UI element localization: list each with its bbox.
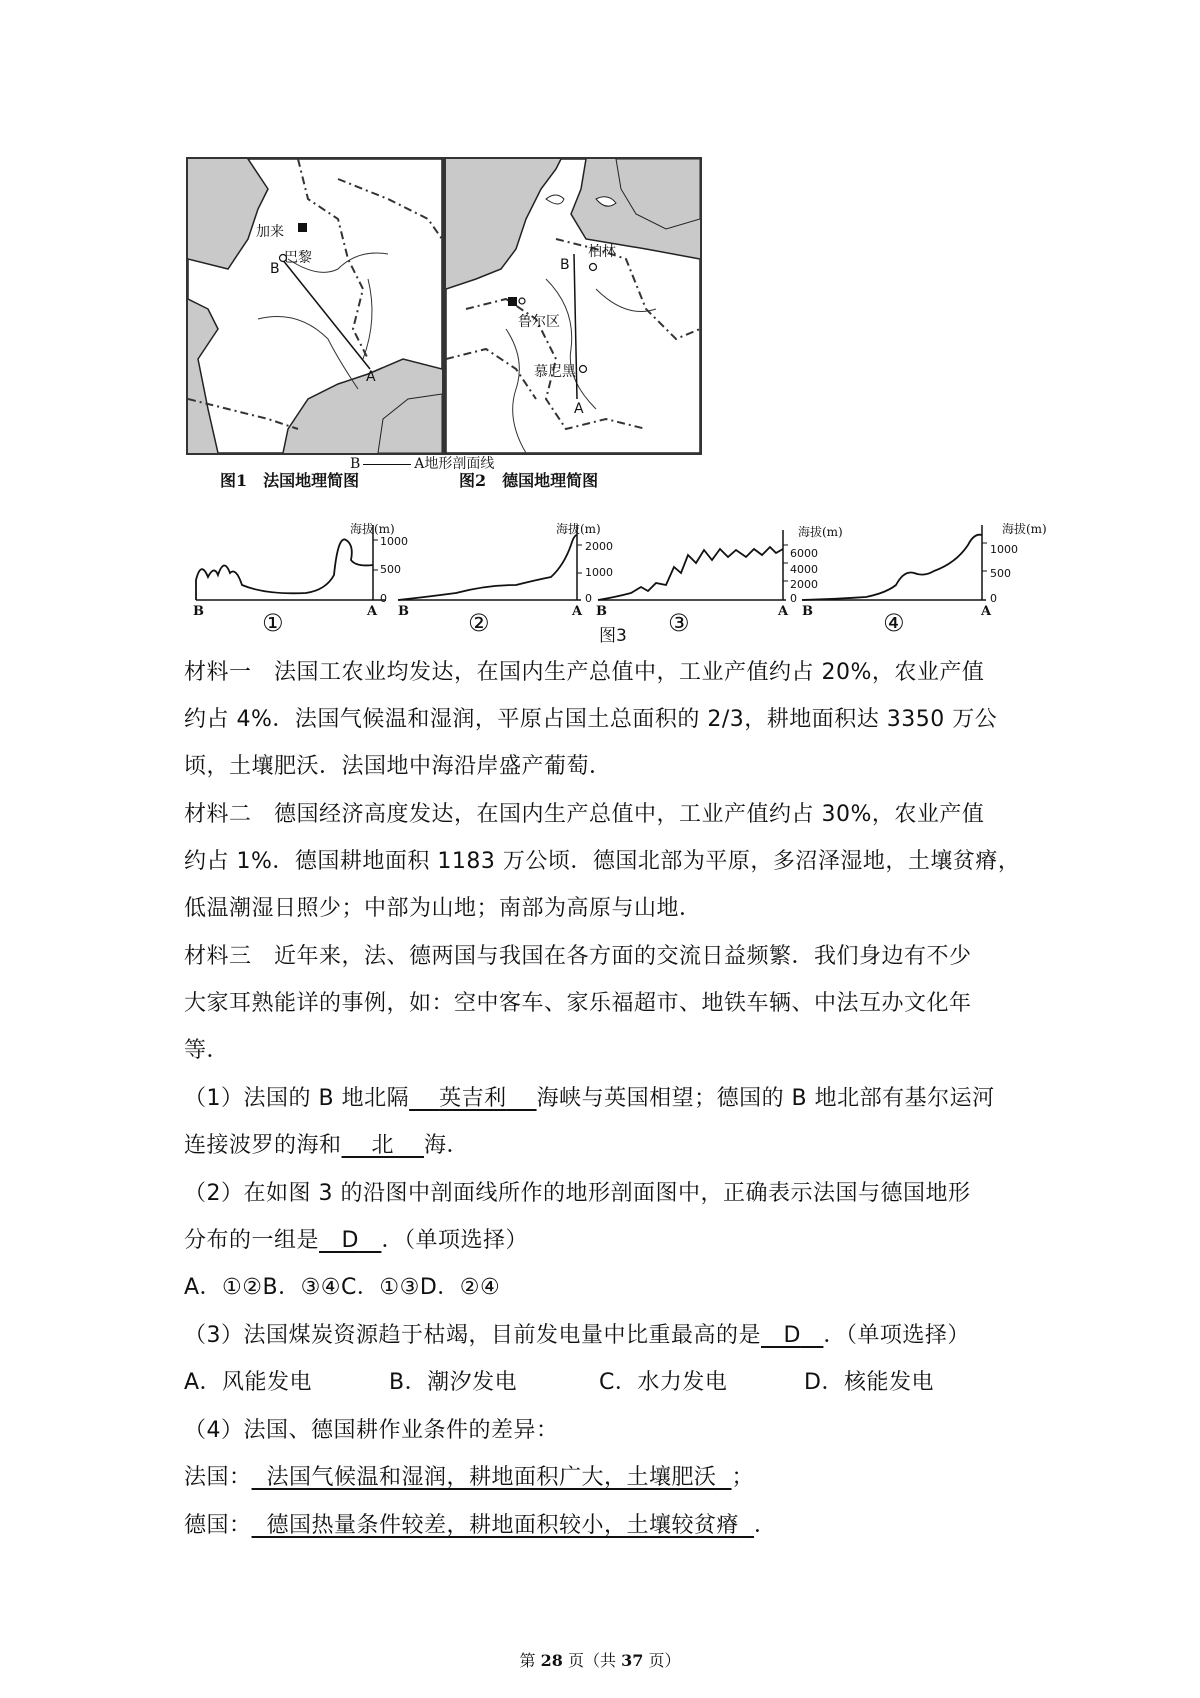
profile-2-number: ② (468, 609, 490, 637)
profile-1-tick-3: 0 (380, 592, 387, 605)
france-a-label: A (366, 369, 376, 385)
profile-4-tick-3: 0 (990, 592, 997, 605)
question-4-germany-answer: 德国热量条件较差，耕地面积较小，土壤较贫瘠 (266, 1513, 740, 1538)
profile-2-tick-1: 2000 (585, 540, 613, 553)
material-2-line-3: 低温潮湿日照少；中部为山地；南部为高原与山地． (184, 896, 702, 921)
question-2-line-1: （2）在如图 3 的沿图中剖面线所作的地形剖面图中，正确表示法国与德国地形 (184, 1181, 971, 1206)
profile-3 (598, 530, 788, 600)
legend-a-text: A地形剖面线 (414, 456, 495, 472)
profile-2-b: B (398, 604, 409, 619)
footer-total-pages: 37 (621, 1651, 644, 1670)
question-2-answer: D (341, 1228, 359, 1253)
profile-2-tick-3: 0 (585, 592, 592, 605)
question-1-text-b: 海峡与英国相望；德国的 B 地北部有基尔运河 (536, 1086, 995, 1111)
question-2-text-b: ．（单项选择） (381, 1228, 528, 1253)
question-4-france-answer: 法国气候温和湿润，耕地面积广大，土壤肥沃 (266, 1465, 717, 1490)
question-2-text-a: 分布的一组是 (184, 1228, 320, 1253)
question-1-line-1 (184, 1084, 995, 1114)
footer-post: 页） (643, 1651, 681, 1670)
france-map-drawing (188, 159, 442, 453)
legend-b: B (350, 456, 361, 472)
question-3-line-1 (184, 1321, 970, 1351)
calais-label: 加来 (256, 224, 284, 240)
question-4-germany-end: ． (754, 1513, 777, 1538)
profile-3-unit: 海拔(m) (798, 525, 843, 539)
profile-1-a: A (367, 604, 378, 619)
profile-4-unit: 海拔(m) (1002, 522, 1047, 536)
profile-3-tick-3: 2000 (790, 578, 818, 591)
question-3-option-b: B．潮汐发电 (389, 1370, 518, 1395)
question-3-text-b: ．（单项选择） (823, 1323, 970, 1348)
material-3-line-3: 等． (184, 1038, 230, 1063)
question-4-germany-label: 德国： (184, 1513, 252, 1538)
page-footer (0, 1648, 1200, 1671)
question-1-text-d: 海． (424, 1133, 470, 1158)
profile-2 (398, 525, 582, 600)
profile-2-unit: 海拔(m) (556, 522, 601, 536)
footer-page-number: 28 (540, 1651, 563, 1670)
question-4-france (184, 1463, 754, 1493)
question-1-text-a: （1）法国的 B 地北隔 (184, 1086, 410, 1111)
question-3-option-c: C．水力发电 (599, 1370, 728, 1395)
question-2-line-2 (184, 1226, 528, 1256)
material-1-line-2: 约占 4%．法国气候温和湿润，平原占国土总面积的 2/3，耕地面积达 3350 万公 (184, 707, 998, 732)
material-1-line-1: 材料一 法国工农业均发达，在国内生产总值中，工业产值约占 20%，农业产值 (184, 660, 985, 685)
footer-mid: 页（共 (562, 1651, 622, 1670)
material-3-line-1: 材料三 近年来，法、德两国与我国在各方面的交流日益频繁．我们身边有不少 (184, 944, 972, 969)
profile-4-a: A (981, 604, 992, 619)
question-4-france-end: ； (731, 1465, 755, 1490)
germany-map-drawing (446, 159, 700, 453)
germany-b-label: B (560, 257, 570, 273)
material-2-line-2: 约占 1%．德国耕地面积 1183 万公顷．德国北部为平原，多沼泽湿地，土壤贫瘠， (184, 849, 1021, 874)
profile-3-a: A (778, 604, 789, 619)
profile-3-b: B (596, 604, 607, 619)
question-2-options: A．①②B．③④C．①③D．②④ (184, 1275, 501, 1300)
question-1-answer-1: 英吉利 (439, 1086, 507, 1111)
profile-3-number: ③ (668, 609, 690, 637)
question-4-germany (184, 1511, 777, 1541)
germany-map (444, 157, 702, 455)
france-map (186, 157, 444, 455)
profile-3-tick-1: 6000 (790, 547, 818, 560)
profile-4-b: B (802, 604, 813, 619)
fig3-caption: 图3 (599, 626, 627, 646)
profile-2-a: A (572, 604, 583, 619)
question-3-options (184, 1368, 934, 1398)
question-3-answer: D (783, 1323, 801, 1348)
fig1-caption: 图1 法国地理简图 (220, 471, 360, 490)
material-2-line-1: 材料二 德国经济高度发达，在国内生产总值中，工业产值约占 30%，农业产值 (184, 802, 985, 827)
profile-1-tick-2: 500 (380, 563, 401, 576)
question-1-text-c: 连接波罗的海和 (184, 1133, 342, 1158)
profile-2-tick-2: 1000 (585, 566, 613, 579)
profile-4-number: ④ (883, 609, 905, 637)
fig2-caption: 图2 德国地理简图 (459, 471, 599, 490)
munich-label: 慕尼黑 (534, 364, 576, 380)
material-1-line-3: 顷，土壤肥沃．法国地中海沿岸盛产葡萄． (184, 754, 612, 779)
profile-1-b: B (193, 604, 204, 619)
footer-pre: 第 (519, 1651, 541, 1670)
question-1-line-2 (184, 1131, 469, 1161)
question-4-france-label: 法国： (184, 1465, 252, 1490)
question-3-option-a: A．风能发电 (184, 1370, 313, 1395)
material-3-line-2: 大家耳熟能详的事例，如：空中客车、家乐福超市、地铁车辆、中法互办文化年 (184, 991, 972, 1016)
germany-a-label: A (574, 401, 584, 417)
profiles-drawing (186, 505, 1046, 625)
france-b-label: B (270, 261, 280, 277)
question-1-answer-2: 北 (371, 1133, 395, 1158)
profile-4-tick-1: 1000 (990, 543, 1018, 556)
profile-3-tick-2: 4000 (790, 563, 818, 576)
berlin-label: 柏林 (588, 244, 616, 260)
profile-1-unit: 海拔(m) (350, 522, 395, 536)
paris-label: 巴黎 (284, 250, 312, 266)
ruhr-label: 鲁尔区 (518, 314, 560, 330)
profile-1-number: ① (262, 609, 284, 637)
question-3-option-d: D．核能发电 (804, 1370, 934, 1395)
question-3-text-a: （3）法国煤炭资源趋于枯竭，目前发电量中比重最高的是 (184, 1323, 761, 1348)
question-4-line: （4）法国、德国耕作业条件的差异： (184, 1418, 559, 1443)
profile-4-tick-2: 500 (990, 567, 1011, 580)
profile-1-tick-1: 1000 (380, 535, 408, 548)
profile-3-tick-4: 0 (790, 592, 797, 605)
